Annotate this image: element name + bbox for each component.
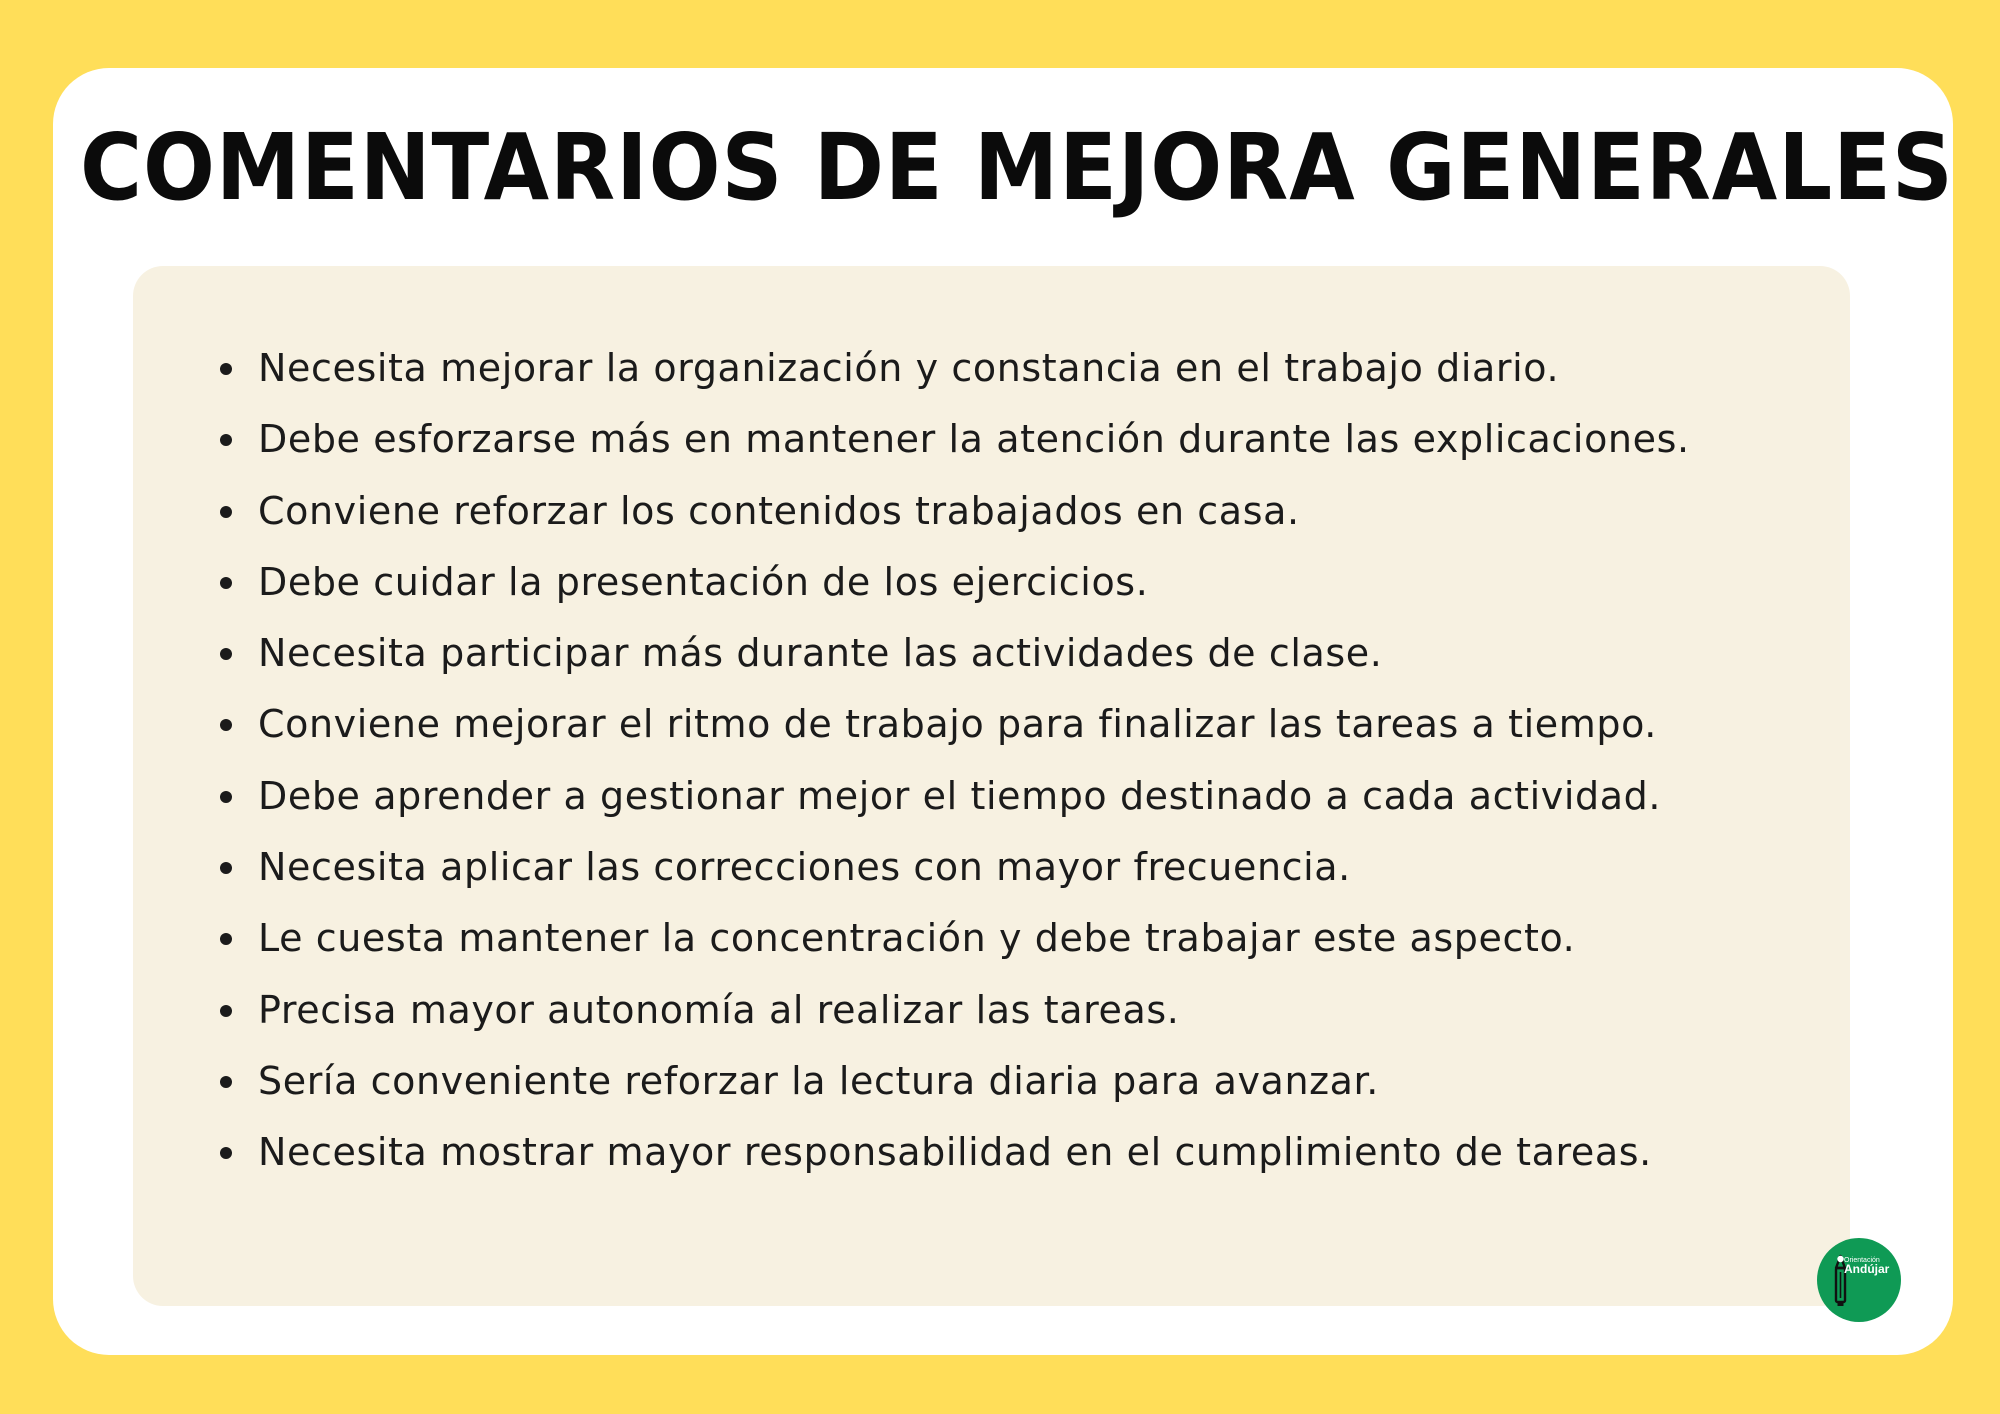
comment-item — [210, 761, 1690, 832]
comment-text: Necesita participar más durante las actividades de clase. — [258, 631, 1383, 676]
bullet-icon — [220, 933, 232, 945]
bullet-icon — [220, 719, 232, 731]
comments-list — [210, 333, 1690, 1189]
comment-item — [210, 547, 1690, 618]
bullet-icon — [220, 577, 232, 589]
comment-text: Necesita mostrar mayor responsabilidad en el cumplimiento de tareas. — [258, 1130, 1652, 1175]
logo-text-top: Orientación — [1844, 1257, 1880, 1264]
comment-item — [210, 476, 1690, 547]
comment-text: Necesita mejorar la organización y constancia en el trabajo diario. — [258, 346, 1560, 390]
comment-item — [210, 903, 1690, 974]
bullet-icon — [220, 506, 232, 518]
bullet-icon — [220, 434, 232, 446]
comment-item — [210, 1046, 1690, 1117]
comment-text: Conviene reforzar los contenidos trabajados en casa. — [258, 488, 1300, 533]
comment-item — [210, 1117, 1690, 1188]
pencil-logo-icon — [1817, 1238, 1901, 1322]
logo-text-main: Andújar — [1844, 1262, 1890, 1276]
bullet-icon — [220, 1005, 232, 1017]
bullet-icon — [220, 791, 232, 803]
comment-item — [210, 404, 1690, 475]
bullet-icon — [220, 1076, 232, 1088]
comment-item — [210, 333, 1690, 404]
orientacion-andujar-logo — [1817, 1238, 1901, 1322]
bullet-icon — [220, 1147, 232, 1159]
bullet-icon — [220, 648, 232, 660]
comment-item — [210, 618, 1690, 689]
comment-text: Sería conveniente reforzar la lectura diaria para avanzar. — [258, 1058, 1379, 1103]
comment-text: Debe esforzarse más en mantener la atención durante las explicaciones. — [258, 417, 1690, 462]
bullet-icon — [220, 363, 232, 375]
comment-text: Necesita aplicar las correcciones con mayor frecuencia. — [258, 845, 1351, 890]
comment-text: Conviene mejorar el ritmo de trabajo para finalizar las tareas a tiempo. — [258, 702, 1657, 747]
page-title: COMENTARIOS DE MEJORA GENERALES — [80, 114, 1954, 221]
comment-text: Le cuesta mantener la concentración y debe trabajar este aspecto. — [258, 916, 1576, 961]
comment-item — [210, 975, 1690, 1046]
bullet-icon — [220, 862, 232, 874]
comment-item — [210, 689, 1690, 760]
comment-text: Debe cuidar la presentación de los ejercicios. — [258, 559, 1149, 604]
comment-text: Debe aprender a gestionar mejor el tiempo destinado a cada actividad. — [258, 773, 1662, 818]
comment-text: Precisa mayor autonomía al realizar las tareas. — [258, 987, 1180, 1032]
comment-item — [210, 832, 1690, 903]
